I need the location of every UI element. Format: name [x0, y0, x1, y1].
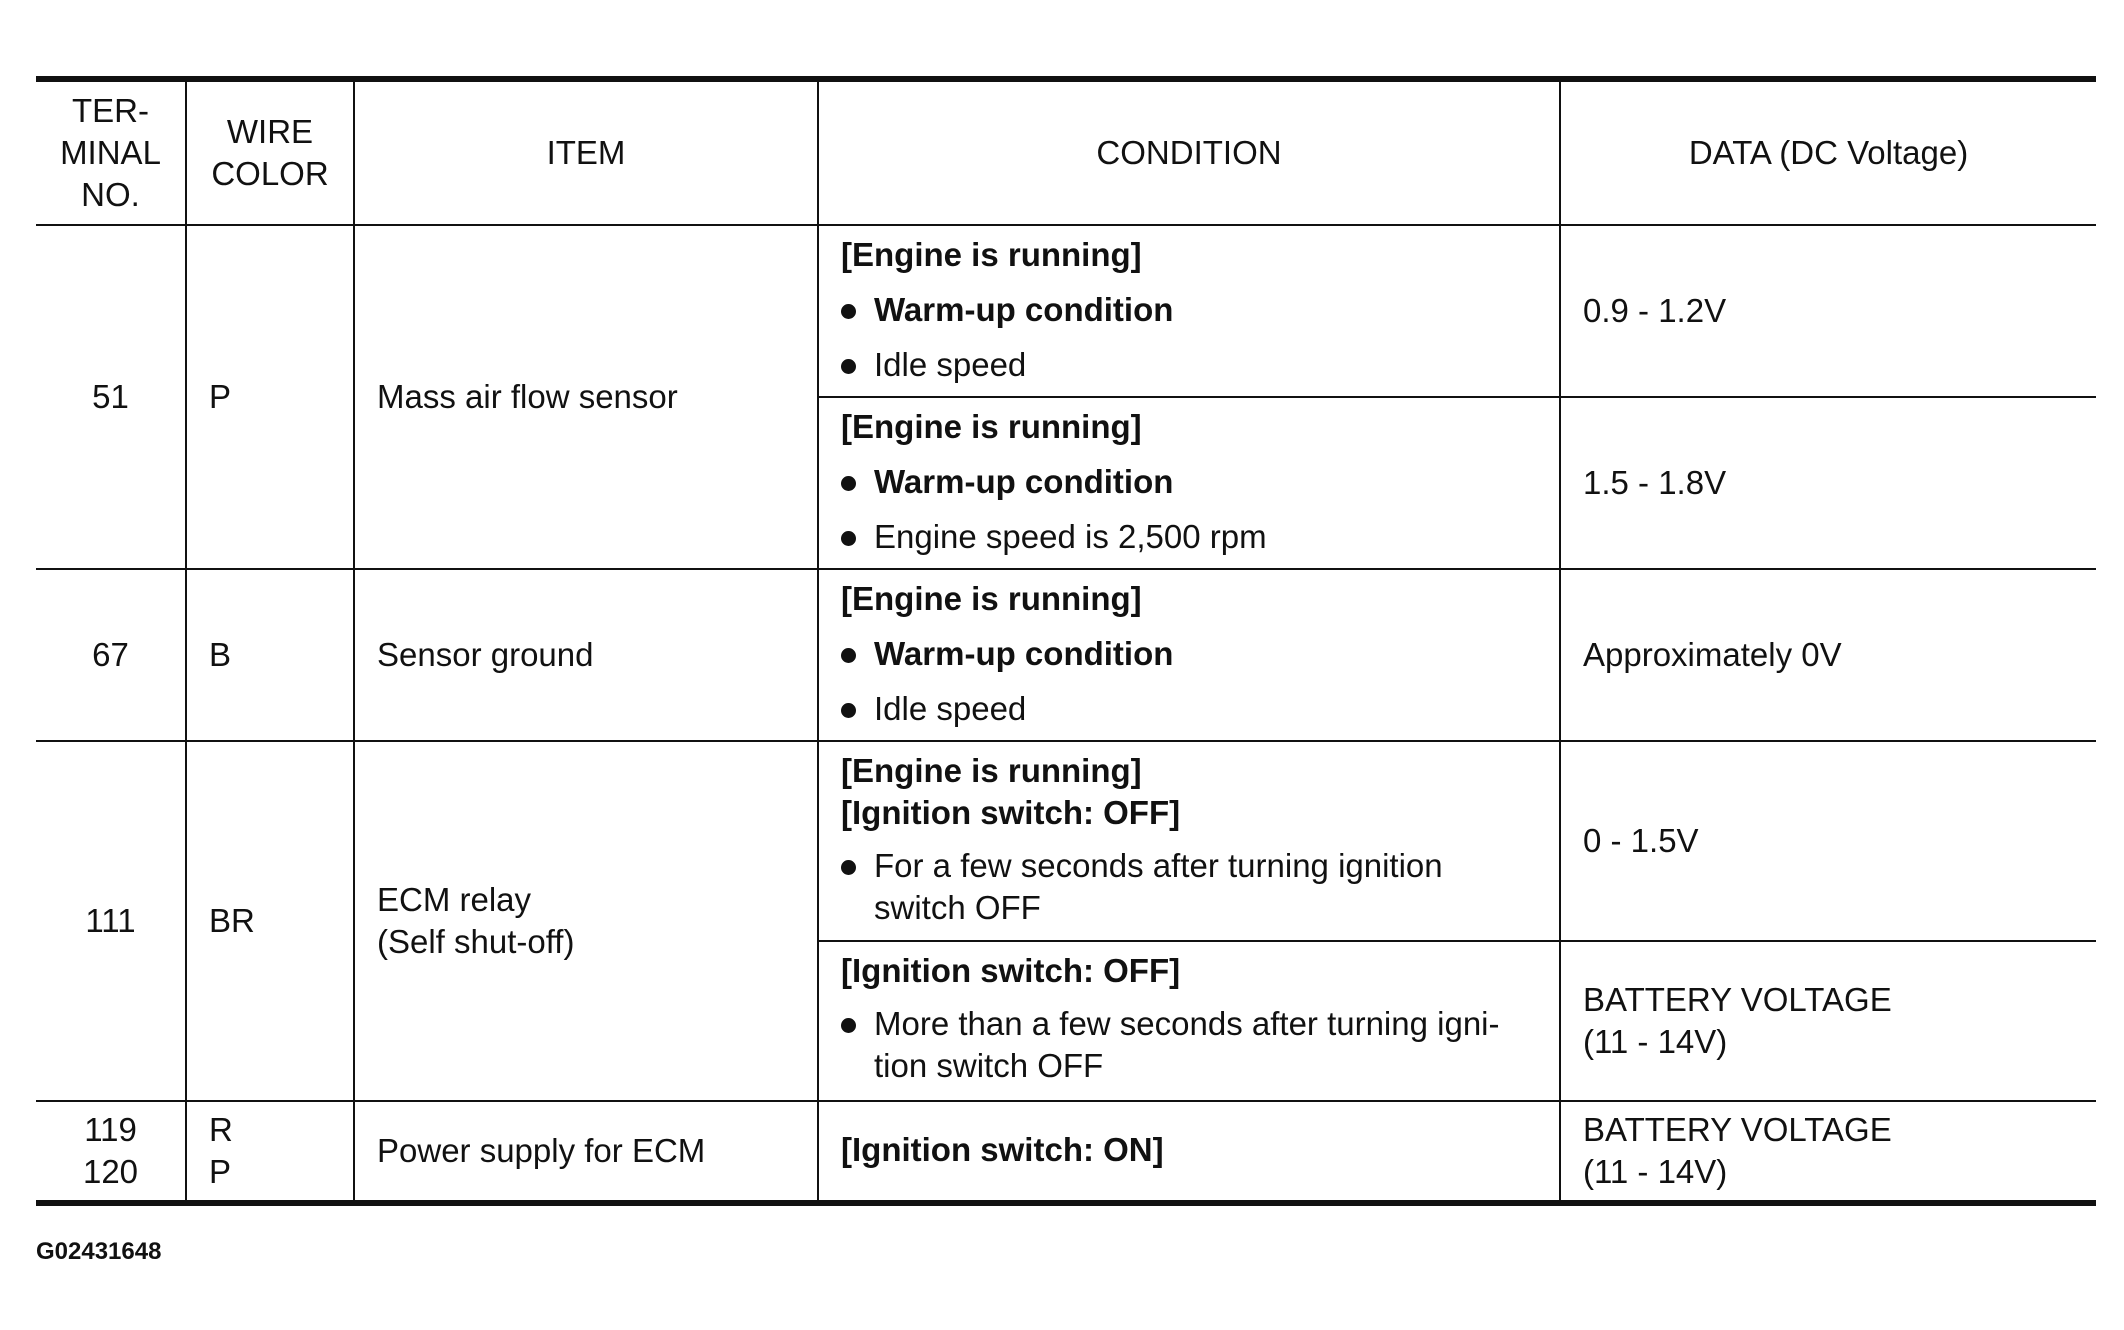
data-cell: Approximately 0V — [1560, 569, 2096, 741]
terminal-line: 119 — [84, 1111, 137, 1148]
header-wire-color — [186, 79, 354, 225]
terminal-data-table — [36, 76, 2096, 1206]
terminal-no-cell: 51 — [36, 225, 186, 569]
bullet-icon — [841, 359, 856, 374]
wire-color-cell: BR — [186, 741, 354, 1101]
condition-cell — [818, 941, 1560, 1101]
header-wire-line: WIRE — [226, 113, 314, 150]
bullet-text — [874, 1003, 1500, 1087]
bullet-icon — [841, 476, 856, 491]
data-line: BATTERY VOLTAGE — [1583, 1111, 1892, 1148]
header-terminal-line: MINAL — [60, 134, 161, 171]
header-row — [36, 79, 2096, 225]
data-cell: 1.5 - 1.8V — [1560, 397, 2096, 569]
data-line: BATTERY VOLTAGE — [1583, 981, 1892, 1018]
figure-id: G02431648 — [36, 1238, 162, 1265]
bullet-icon — [841, 703, 856, 718]
data-cell — [1560, 1101, 2096, 1203]
bullet-line: More than a few seconds after turning igni- — [874, 1005, 1500, 1042]
header-terminal-line: TER- — [72, 92, 149, 129]
terminal-no-cell: 67 — [36, 569, 186, 741]
wire-color-cell — [186, 1101, 354, 1203]
data-line: (11 - 14V) — [1583, 1153, 1728, 1190]
condition-cell — [818, 569, 1560, 741]
item-cell: Mass air flow sensor — [354, 225, 818, 569]
bullet-text: Warm-up condition — [874, 291, 1174, 328]
bullet-icon — [841, 860, 856, 875]
terminal-no-cell: 111 — [36, 741, 186, 1101]
condition-title: [Engine is running] — [841, 236, 1142, 273]
bullet-line: For a few seconds after turning ignition — [874, 847, 1443, 884]
header-wire-line: COLOR — [211, 155, 329, 192]
bullet-icon — [841, 304, 856, 319]
bullet-icon — [841, 648, 856, 663]
condition-bullet — [841, 845, 1529, 929]
data-line: (11 - 14V) — [1583, 1023, 1728, 1060]
condition-cell — [818, 1101, 1560, 1203]
condition-bullet — [841, 289, 1529, 331]
condition-title: [Ignition switch: OFF] — [841, 794, 1181, 831]
condition-bullet — [841, 461, 1529, 503]
bullet-text — [874, 845, 1443, 929]
bullet-text: Warm-up condition — [874, 463, 1174, 500]
terminal-no-cell — [36, 1101, 186, 1203]
condition-title: [Engine is running] — [841, 408, 1142, 445]
bullet-line: tion switch OFF — [874, 1047, 1104, 1084]
bullet-icon — [841, 1018, 856, 1033]
bullet-icon — [841, 531, 856, 546]
condition-bullet — [841, 1003, 1529, 1087]
condition-bullet — [841, 516, 1529, 558]
bullet-text: Idle speed — [874, 346, 1027, 383]
wire-color-cell: B — [186, 569, 354, 741]
item-line: (Self shut-off) — [377, 923, 575, 960]
condition-title: [Engine is running] — [841, 752, 1142, 789]
condition-bullet — [841, 688, 1529, 730]
item-cell: Sensor ground — [354, 569, 818, 741]
condition-title: [Ignition switch: ON] — [841, 1131, 1164, 1168]
table-row — [36, 569, 2096, 741]
terminal-line: 120 — [82, 1153, 139, 1190]
condition-title: [Ignition switch: OFF] — [841, 952, 1181, 989]
condition-title: [Engine is running] — [841, 580, 1142, 617]
wire-color-cell: P — [186, 225, 354, 569]
header-condition: CONDITION — [818, 79, 1560, 225]
bullet-line: switch OFF — [874, 889, 1041, 926]
header-item: ITEM — [354, 79, 818, 225]
table-row — [36, 1101, 2096, 1203]
bullet-text: Engine speed is 2,500 rpm — [874, 518, 1267, 555]
item-cell: Power supply for ECM — [354, 1101, 818, 1203]
condition-cell — [818, 397, 1560, 569]
item-cell — [354, 741, 818, 1101]
header-data: DATA (DC Voltage) — [1560, 79, 2096, 225]
table-row — [36, 741, 2096, 941]
data-cell: 0 - 1.5V — [1560, 741, 2096, 941]
data-cell — [1560, 941, 2096, 1101]
item-line: ECM relay — [377, 881, 532, 918]
condition-cell — [818, 741, 1560, 941]
table-row — [36, 225, 2096, 397]
condition-bullet — [841, 344, 1529, 386]
wire-line: R — [209, 1111, 233, 1148]
bullet-text: Warm-up condition — [874, 635, 1174, 672]
wire-line: P — [209, 1153, 232, 1190]
data-cell: 0.9 - 1.2V — [1560, 225, 2096, 397]
bullet-text: Idle speed — [874, 690, 1027, 727]
condition-cell — [818, 225, 1560, 397]
condition-bullet — [841, 633, 1529, 675]
header-terminal-line: NO. — [81, 176, 140, 213]
header-terminal-no — [36, 79, 186, 225]
